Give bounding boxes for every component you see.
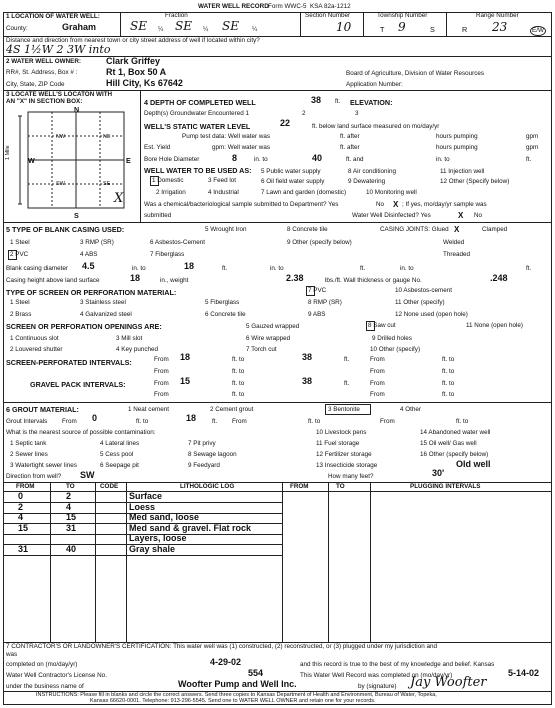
instructions-1: INSTRUCTIONS: Please fill in blanks and circle the correct answers. Send three copies to Kansas Department of Health and Environment, Bureau of Water, Topeka, — [36, 692, 437, 698]
yield-hours: hours pumping — [436, 144, 478, 151]
nw-quadrant: NW — [56, 134, 66, 140]
perf-to-label-2: ft. to — [442, 356, 455, 363]
county-value: Graham — [62, 22, 97, 32]
casing-rmp: 3 RMP (SR) — [80, 239, 114, 246]
openings-label: SCREEN OR PERFORATION OPENINGS ARE: — [6, 322, 162, 331]
perforated-label: SCREEN-PERFORATED INTERVALS: — [6, 358, 132, 367]
feet-label: How many feet? — [328, 473, 374, 480]
casing-asbestos: 6 Asbestos-Cement — [150, 239, 205, 246]
threaded-label: Threaded — [443, 251, 470, 258]
log-description-cell: Loess — [129, 501, 156, 512]
yield-after: ft. after — [340, 144, 360, 151]
pump-after: ft. after — [340, 133, 360, 140]
range-number: 23 — [492, 20, 508, 34]
grout-from: 0 — [92, 413, 98, 423]
quarter-mark-2: ¼ — [203, 26, 209, 33]
signature: Jay Woofter — [410, 675, 487, 690]
log-to-cell: 40 — [66, 543, 77, 554]
section5-label: 5 TYPE OF BLANK CASING USED: — [6, 225, 125, 234]
groundwater-2: 2 — [302, 110, 306, 117]
contam-sewer: 2 Sewer lines — [10, 451, 48, 458]
bore-diameter: 8 — [232, 153, 238, 163]
contam-fertilizer: 12 Fertilizer storage — [316, 451, 372, 458]
casing-wrought: 5 Wrought Iron — [205, 226, 247, 233]
perf-from-label-2: From — [370, 356, 385, 363]
grout-bentonite: 3 Bentonite — [328, 406, 360, 413]
completed-date: 4-29-02 — [210, 657, 242, 667]
open-drilled: 9 Drilled holes — [372, 335, 412, 342]
use-oilfield: 6 Oil field water supply — [261, 178, 325, 185]
glued-x: X — [454, 225, 460, 234]
submitted-label: submitted — [144, 212, 172, 219]
grout-other: 4 Other — [400, 406, 421, 413]
gravel-to-label-4: ft. to — [442, 391, 455, 398]
chemical-label: Was a chemical/bacteriological sample submitted to Department? Yes — [144, 201, 339, 208]
west-label: W — [28, 156, 35, 165]
screen-fiberglass: 5 Fiberglass — [205, 299, 240, 306]
contam-privy: 7 Pit privy — [188, 440, 216, 447]
log-from-cell: 15 — [18, 522, 29, 533]
log-header-code: CODE — [100, 483, 119, 490]
fraction-2: SE — [175, 19, 192, 33]
section1-label: 1 LOCATION OF WATER WELL: — [6, 13, 100, 20]
gravel-from-label-2: From — [370, 380, 385, 387]
open-mill: 3 Mill slot — [116, 335, 143, 342]
board-label: Board of Agriculture, Division of Water Resources — [346, 70, 485, 77]
section3-label-2: AN "X" IN SECTION BOX: — [6, 98, 83, 105]
east-label: E — [126, 156, 131, 165]
welded-label: Welded — [443, 239, 465, 246]
business-label: under the business name of — [6, 683, 84, 690]
casing-diameter: 4.5 — [82, 261, 95, 271]
yield-label: Est. Yield — [144, 144, 171, 151]
log-header-to: TO — [66, 483, 75, 490]
screen-brass: 2 Brass — [10, 311, 32, 318]
quarter-mark-1: ¼ — [158, 26, 164, 33]
bore-ft: ft. — [526, 156, 532, 163]
plug-header-from: FROM — [290, 483, 309, 490]
owner-address: Rt 1, Box 50 A — [106, 67, 167, 77]
depth-label: 4 DEPTH OF COMPLETED WELL — [144, 98, 256, 107]
contam-septic: 1 Septic tank — [10, 440, 47, 447]
use-injection: 11 Injection well — [440, 168, 485, 175]
diameter-ft: ft. — [222, 265, 228, 272]
open-louvered: 2 Louvered shutter — [10, 346, 63, 353]
section2-label: 2 WATER WELL OWNER: — [6, 58, 81, 65]
contam-abandoned: 14 Abandoned water well — [420, 429, 491, 436]
screen-pvc: 7 PVC — [308, 287, 327, 294]
static-tail: ft. below land surface measured on mo/day/yr — [312, 123, 440, 130]
screen-concrete: 6 Concrete tile — [205, 311, 246, 318]
perf-to-label: ft. to — [232, 356, 245, 363]
static-level-label: WELL'S STATIC WATER LEVEL — [144, 122, 251, 131]
grout-intervals-label: Grout Intervals — [6, 418, 48, 425]
open-gauzed: 5 Gauzed wrapped — [246, 323, 300, 330]
perf-to: 38 — [302, 352, 313, 362]
gravel-to: 38 — [302, 376, 313, 386]
gravel-label: GRAVEL PACK INTERVALS: — [30, 380, 126, 389]
grout-from-label-2: From — [232, 418, 247, 425]
perf-from: 18 — [180, 352, 191, 362]
log-from-cell: 2 — [18, 501, 24, 512]
record-completed-label: This Water Well Record was completed on (mo/day/yr) — [300, 672, 453, 679]
record-date: 5-14-02 — [508, 668, 540, 678]
form-number: Form WWC-5 — [268, 3, 307, 10]
pump-hours: hours pumping — [436, 133, 478, 140]
fraction-1: SE — [130, 19, 147, 33]
grout-to-label-2: ft. to — [308, 418, 321, 425]
chemical-x: X — [393, 200, 399, 209]
contam-watertight: 3 Watertight sewer lines — [10, 462, 77, 469]
disinfected-x: X — [458, 211, 464, 220]
log-header-lithologic: LITHOLOGIC LOG — [180, 483, 235, 490]
grout-to-label: ft. to — [136, 418, 149, 425]
log-header-from: FROM — [16, 483, 35, 490]
screen-galvanized: 4 Galvanized steel — [80, 311, 132, 318]
one-mile-label: 1 Mile — [5, 145, 11, 160]
true-statement: and this record is true to the best of my knowledge and belief. Kansas — [300, 661, 495, 668]
chemical-no: No — [376, 201, 385, 208]
open-key: 4 Key punched — [116, 346, 159, 353]
casing-height: 18 — [130, 273, 141, 283]
diameter-label: Blank casing diameter — [6, 265, 68, 272]
contam-livestock: 10 Livestock pens — [316, 429, 367, 436]
perf-to-label-3: ft. to — [232, 368, 245, 375]
form-title: WATER WELL RECORD — [198, 3, 269, 10]
use-other: 12 Other (Specify below) — [440, 178, 510, 185]
groundwater-3: 3 — [355, 110, 359, 117]
section-number: 10 — [336, 20, 352, 34]
contam-seepage: 6 Seepage pit — [100, 462, 139, 469]
screen-stainless: 3 Stainless steel — [80, 299, 126, 306]
row-divider — [3, 555, 282, 556]
log-to-cell: 2 — [66, 491, 72, 501]
casing-pvc: 2 PVC — [10, 251, 29, 258]
open-torch: 7 Torch cut — [246, 346, 277, 353]
township-prefix: T — [380, 25, 385, 34]
ne-quadrant: NE — [103, 134, 111, 140]
open-none: 11 None (open hole) — [466, 322, 523, 329]
contam-lateral: 4 Lateral lines — [100, 440, 140, 447]
county-label: County: — [6, 25, 28, 32]
completed-label: completed on (mo/day/yr) — [6, 661, 78, 668]
se-quadrant: SE — [103, 181, 111, 187]
depth-unit: ft. — [335, 98, 341, 105]
bore-label: Bore Hole Diameter — [144, 156, 200, 163]
owner-city: Hill City, Ks 67642 — [106, 78, 183, 88]
bore-ft-and: ft. and — [346, 156, 364, 163]
sw-quadrant: SW — [56, 181, 65, 187]
quarter-mark-3: ¼ — [252, 26, 258, 33]
city-label: City, State, ZIP Code — [6, 81, 65, 88]
bore-in-to: in. to — [254, 156, 268, 163]
well-depth: 38 — [311, 95, 322, 105]
direction-value: SW — [80, 470, 95, 480]
township-suffix: S — [430, 25, 435, 34]
contam-other: 16 Other (specify below) — [420, 451, 489, 458]
south-label: S — [74, 211, 79, 220]
grout-ft: ft. — [212, 418, 218, 425]
use-irrigation: 2 Irrigation — [156, 189, 186, 196]
perf-ft: ft. — [344, 356, 350, 363]
casing-concrete: 8 Concrete tile — [287, 226, 328, 233]
casing-joints-label: CASING JOINTS: Glued — [380, 226, 449, 233]
log-description-cell: Layers, loose — [129, 533, 187, 543]
use-label: WELL WATER TO BE USED AS: — [144, 166, 252, 175]
screen-other: 11 Other (specify) — [395, 299, 445, 306]
pump-test-label: Pump test data: Well water was — [182, 133, 271, 140]
weight-label: in., weight — [160, 277, 189, 284]
open-saw: 8 Saw cut — [368, 322, 396, 329]
township-label: Township Number — [377, 12, 428, 19]
screen-asbestos: 10 Asbestos-cement — [395, 287, 453, 294]
diameter-ft-2: ft. — [360, 265, 366, 272]
business-name: Woofter Pump and Well Inc. — [178, 679, 297, 689]
diameter-in-to: in. to — [132, 265, 146, 272]
section-number-label: Section Number — [305, 12, 351, 19]
instructions-2: Kansas 66620-0001. Telephone: 913-296-5545. Send one to WATER WELL OWNER and retain one for your records. — [90, 698, 376, 704]
grout-from-label: From — [62, 418, 77, 425]
gravel-to-label: ft. to — [232, 380, 245, 387]
casing-other: 9 Other (specify below) — [287, 239, 352, 246]
use-industrial: 4 Industrial — [208, 189, 239, 196]
perf-from-label-4: From — [370, 368, 385, 375]
contam-insecticide: 13 Insecticide storage — [316, 462, 378, 469]
domestic-circle — [150, 176, 159, 186]
fraction-3: SE — [222, 19, 239, 33]
gpm-1: gpm — [526, 133, 539, 140]
contam-cesspool: 5 Cess pool — [100, 451, 134, 458]
license-label: Water Well Contractor's License No. — [6, 672, 107, 679]
gravel-from-label-3: From — [154, 391, 169, 398]
signature-label: by (signature) — [358, 683, 397, 690]
groundwater-label: Depth(s) Groundwater Encountered 1 — [144, 110, 250, 117]
east-west-circle: E/W — [530, 26, 546, 36]
license-number: 554 — [248, 668, 264, 678]
log-to-cell: 4 — [66, 501, 72, 512]
log-description-cell: Surface — [129, 491, 163, 501]
screen-steel: 1 Steel — [10, 299, 30, 306]
contam-fuel: 11 Fuel storage — [316, 440, 360, 447]
bore-to: 40 — [312, 153, 323, 163]
grout-neat: 1 Neat cement — [128, 406, 169, 413]
contam-other-value: Old well — [456, 459, 491, 469]
log-from-cell: 31 — [18, 543, 29, 554]
certification-was: was — [6, 651, 18, 658]
log-from-cell: 4 — [18, 512, 24, 522]
owner-name: Clark Griffey — [106, 56, 161, 66]
application-number-label: Application Number: — [346, 81, 403, 88]
section6-label: 6 GROUT MATERIAL: — [6, 405, 79, 414]
range-label: Range Number — [476, 12, 519, 19]
range-prefix: R — [462, 25, 468, 34]
use-public: 5 Public water supply — [261, 168, 321, 175]
casing-weight: 2.38 — [286, 273, 304, 283]
use-domestic: 1 Domestic — [152, 177, 184, 184]
elevation-label: ELEVATION: — [350, 98, 393, 107]
wall-thickness: .248 — [490, 273, 508, 283]
gravel-from-label-4: From — [370, 391, 385, 398]
perf-to-label-4: ft. to — [442, 368, 455, 375]
clamped-label: Clamped — [482, 226, 508, 233]
open-continuous: 1 Continuous slot — [10, 335, 59, 342]
gravel-ft: ft. — [344, 380, 350, 387]
static-level: 22 — [280, 118, 291, 128]
distance-value: 4S 1½W 2 3W into — [6, 43, 111, 56]
well-location-mark: X — [114, 191, 124, 206]
perf-from-label: From — [154, 356, 169, 363]
casing-diameter-to: 18 — [184, 261, 195, 271]
bore-in-to-2: in. to — [436, 156, 450, 163]
casing-abs: 4 ABS — [80, 251, 98, 258]
log-description-cell: Med sand & gravel. Flat rock — [129, 522, 252, 533]
grout-cement: 2 Cement grout — [210, 406, 254, 413]
screen-rmp: 8 RMP (SR) — [308, 299, 342, 306]
diameter-ft-3: ft. — [526, 265, 532, 272]
use-lawn: 7 Lawn and garden (domestic) — [261, 189, 347, 196]
distance-label: Distance and direction from nearest town or city street address of well if located within city? — [6, 37, 260, 44]
gravel-to-label-2: ft. to — [442, 380, 455, 387]
section3-label: 3 LOCATE WELL'S LOCATON WITH — [6, 91, 113, 98]
gpm-2: gpm — [526, 144, 539, 151]
gravel-from: 15 — [180, 376, 191, 386]
contam-feedyard: 9 Feedyard — [188, 462, 220, 469]
feet-value: 30' — [432, 468, 445, 478]
use-feedlot: 3 Feed lot — [208, 177, 237, 184]
gravel-to-label-3: ft. to — [232, 391, 245, 398]
township-number: 9 — [398, 20, 406, 34]
ksa-reference: KSA 82a-1212 — [310, 3, 351, 10]
open-other: 10 Other (specify) — [370, 346, 421, 353]
perf-from-label-3: From — [154, 368, 169, 375]
gravel-from-label: From — [154, 380, 169, 387]
diameter-in-to-3: in. to — [400, 265, 414, 272]
address-label: RR#, St. Address, Box # : — [6, 69, 78, 76]
use-dewatering: 9 Dewatering — [348, 178, 386, 185]
yield-tail: gpm: Well water was — [212, 144, 270, 151]
disinfected-no: No — [474, 212, 483, 219]
log-from-cell: 0 — [18, 491, 24, 501]
screen-abs: 9 ABS — [308, 311, 326, 318]
contam-lagoon: 8 Sewage lagoon — [188, 451, 237, 458]
open-wire: 6 Wire wrapped — [246, 335, 291, 342]
grout-to-label-3: ft. to — [456, 418, 469, 425]
plug-header-to: TO — [336, 483, 345, 490]
diameter-in-to-2: in. to — [270, 265, 284, 272]
chemical-tail: ; If yes, mo/day/yr sample was — [402, 201, 487, 208]
contamination-label: What is the nearest source of possible contamination: — [6, 429, 156, 436]
grout-from-label-3: From — [380, 418, 395, 425]
plug-header-intervals: PLUGGING INTERVALS — [410, 483, 481, 490]
log-description-cell: Med sand, loose — [129, 512, 200, 522]
screen-label: TYPE OF SCREEN OR PERFORATION MATERIAL: — [6, 288, 177, 297]
use-air: 8 Air conditioning — [348, 168, 396, 175]
casing-steel: 1 Steel — [10, 239, 30, 246]
grout-to: 18 — [186, 413, 197, 423]
certification-text: 7 CONTRACTOR'S OR LANDOWNER'S CERTIFICATION: This water well was (1) constructed, (2) reconstructed, or (3) plugged under my jurisdiction and — [6, 643, 437, 650]
contam-oilgas: 15 Oil well/ Gas well — [420, 440, 477, 447]
log-description-cell: Gray shale — [129, 543, 176, 554]
height-label: Casing height above land surface — [6, 277, 100, 284]
log-to-cell: 31 — [66, 522, 77, 533]
weight-tail: lbs./ft. Wall thickness or gauge No. — [325, 277, 422, 284]
fraction-label: Fraction — [165, 12, 188, 19]
screen-none: 12 None used (open hole) — [395, 311, 468, 318]
direction-label: Direction from well? — [6, 473, 62, 480]
log-to-cell: 15 — [66, 512, 77, 522]
casing-fiberglass: 7 Fiberglass — [150, 251, 185, 258]
use-monitoring: 10 Monitoring well — [366, 189, 417, 196]
disinfected-label: Water Well Disinfected? Yes — [352, 212, 431, 219]
north-label: N — [74, 105, 80, 114]
